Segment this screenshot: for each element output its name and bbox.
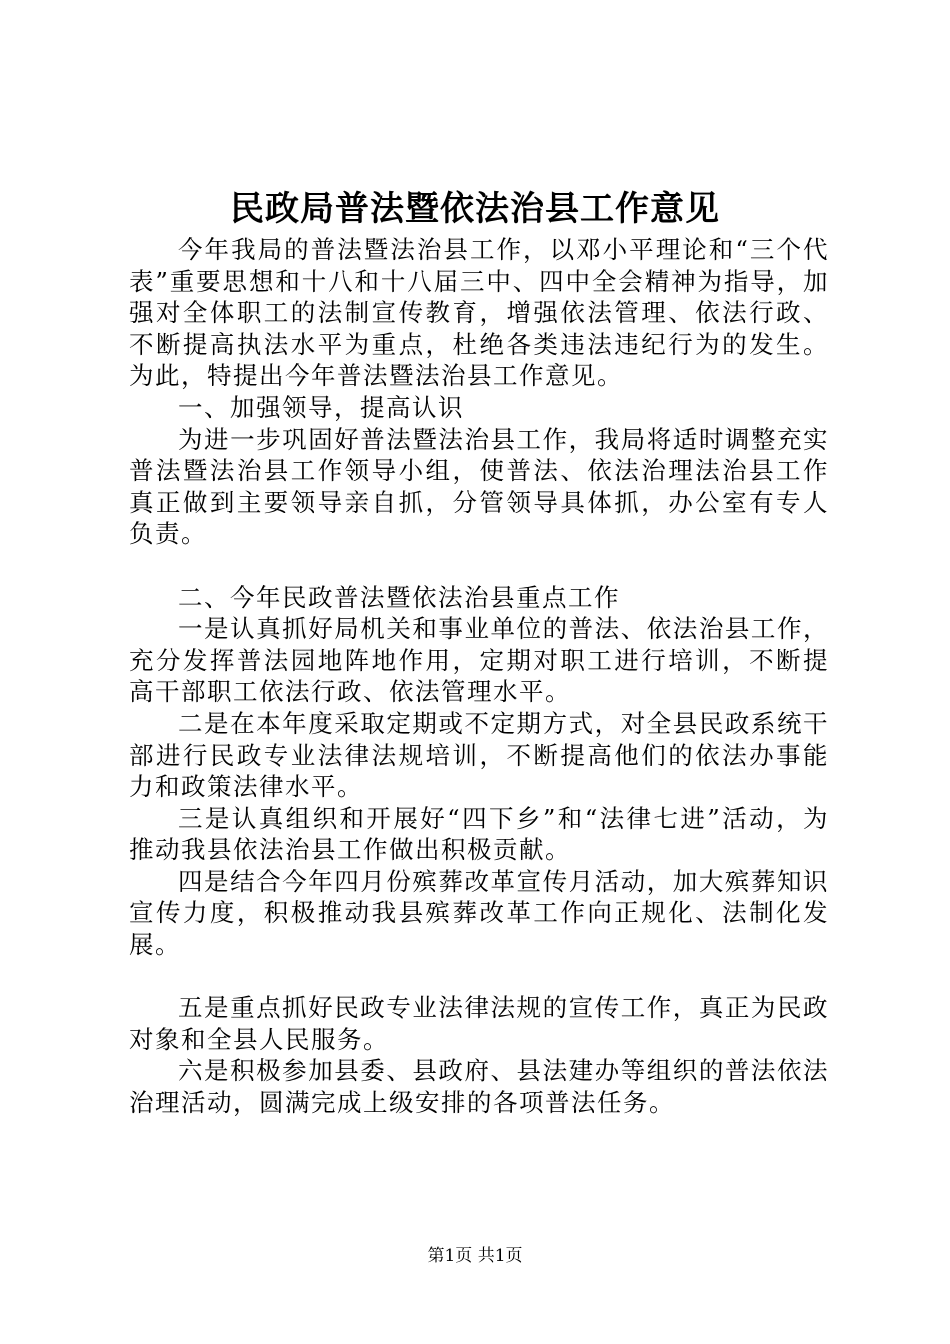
section2-heading: 二、今年民政普法暨依法治县重点工作 bbox=[178, 582, 620, 612]
section1-heading: 一、加强领导，提高认识 bbox=[178, 392, 464, 422]
page-footer: 第1页 共1页 bbox=[427, 1246, 523, 1266]
item3-paragraph: 三是认真组织和开展好“四下乡”和“法律七进”活动，为推动我县依法治县工作做出积极贡献。 bbox=[129, 803, 829, 865]
document-title: 民政局普法暨依法治县工作意见 bbox=[230, 189, 720, 229]
section1-paragraph: 为进一步巩固好普法暨法治县工作，我局将适时调整充实普法暨法治县工作领导小组，使普法、依法治理法治县工作真正做到主要领导亲自抓，分管领导具体抓，办公室有专人负责。 bbox=[129, 424, 829, 549]
item2-paragraph: 二是在本年度采取定期或不定期方式，对全县民政系统干部进行民政专业法律法规培训，不断提高他们的依法办事能力和政策法律水平。 bbox=[129, 708, 829, 802]
intro-paragraph: 今年我局的普法暨法治县工作，以邓小平理论和“三个代表”重要思想和十八和十八届三中、四中全会精神为指导，加强对全体职工的法制宣传教育，增强依法管理、依法行政、不断提高执法水平为重点，杜绝各类违法违纪行为的发生。为此，特提出今年普法暨法治县工作意见。 bbox=[129, 235, 829, 391]
item1-paragraph: 一是认真抓好局机关和事业单位的普法、依法治县工作，充分发挥普法园地阵地作用，定期对职工进行培训，不断提高干部职工依法行政、依法管理水平。 bbox=[129, 614, 829, 707]
item6-paragraph: 六是积极参加县委、县政府、县法建办等组织的普法依法治理活动，圆满完成上级安排的各项普法任务。 bbox=[129, 1056, 829, 1118]
document-body bbox=[129, 234, 829, 1119]
paragraph-spacer bbox=[129, 550, 829, 582]
item4-paragraph: 四是结合今年四月份殡葬改革宣传月活动，加大殡葬知识宣传力度，积极推动我县殡葬改革工作向正规化、法制化发展。 bbox=[129, 866, 829, 960]
item5-paragraph: 五是重点抓好民政专业法律法规的宣传工作，真正为民政对象和全县人民服务。 bbox=[129, 993, 829, 1054]
paragraph-spacer bbox=[129, 961, 829, 993]
